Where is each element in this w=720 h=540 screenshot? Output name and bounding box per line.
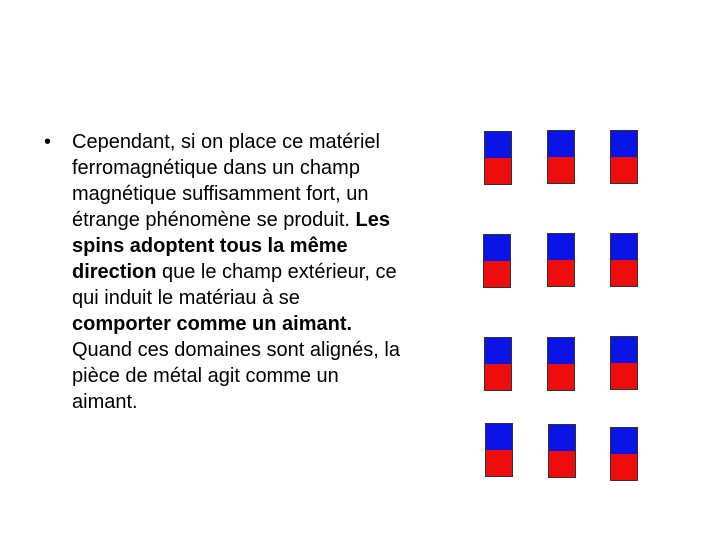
south-pole <box>611 260 637 286</box>
south-pole <box>485 158 511 184</box>
south-pole <box>611 363 637 389</box>
north-pole <box>548 234 574 260</box>
magnet-icon <box>547 337 575 391</box>
magnet-icon <box>610 233 638 287</box>
bullet-glyph: • <box>44 131 52 153</box>
text-segment-bold: comporter comme un aimant. <box>72 313 353 335</box>
slide-text-block <box>40 129 400 415</box>
south-pole <box>611 157 637 183</box>
magnet-icon <box>610 336 638 390</box>
north-pole <box>611 337 637 363</box>
bullet-item <box>40 129 400 415</box>
text-segment: que le champ extérieur, ce qui induit le matériau à se <box>72 261 397 309</box>
south-pole <box>485 364 511 390</box>
magnet-icon <box>548 424 576 478</box>
text-segment: Quand ces domaines sont alignés, la pièce de métal agit comme un aimant. <box>72 339 400 413</box>
south-pole <box>549 451 575 477</box>
south-pole <box>548 260 574 286</box>
north-pole <box>611 234 637 260</box>
south-pole <box>548 364 574 390</box>
north-pole <box>548 131 574 157</box>
north-pole <box>549 425 575 451</box>
magnet-icon <box>610 130 638 184</box>
north-pole <box>486 424 512 450</box>
north-pole <box>611 131 637 157</box>
north-pole <box>484 235 510 261</box>
magnet-icon <box>483 234 511 288</box>
magnet-icon <box>485 423 513 477</box>
text-segment-bold: Les spins adoptent tous la même direction <box>72 209 391 283</box>
magnet-icon <box>610 427 638 481</box>
south-pole <box>486 450 512 476</box>
magnet-icon <box>484 131 512 185</box>
text-segment: Cependant, si on place ce matériel ferromagnétique dans un champ magnétique suffisamment fort, un étrange phénomène se produit. <box>72 131 380 231</box>
magnet-icon <box>547 233 575 287</box>
south-pole <box>484 261 510 287</box>
north-pole <box>611 428 637 454</box>
south-pole <box>611 454 637 480</box>
north-pole <box>485 132 511 158</box>
south-pole <box>548 157 574 183</box>
north-pole <box>485 338 511 364</box>
magnet-icon <box>547 130 575 184</box>
north-pole <box>548 338 574 364</box>
magnet-icon <box>484 337 512 391</box>
